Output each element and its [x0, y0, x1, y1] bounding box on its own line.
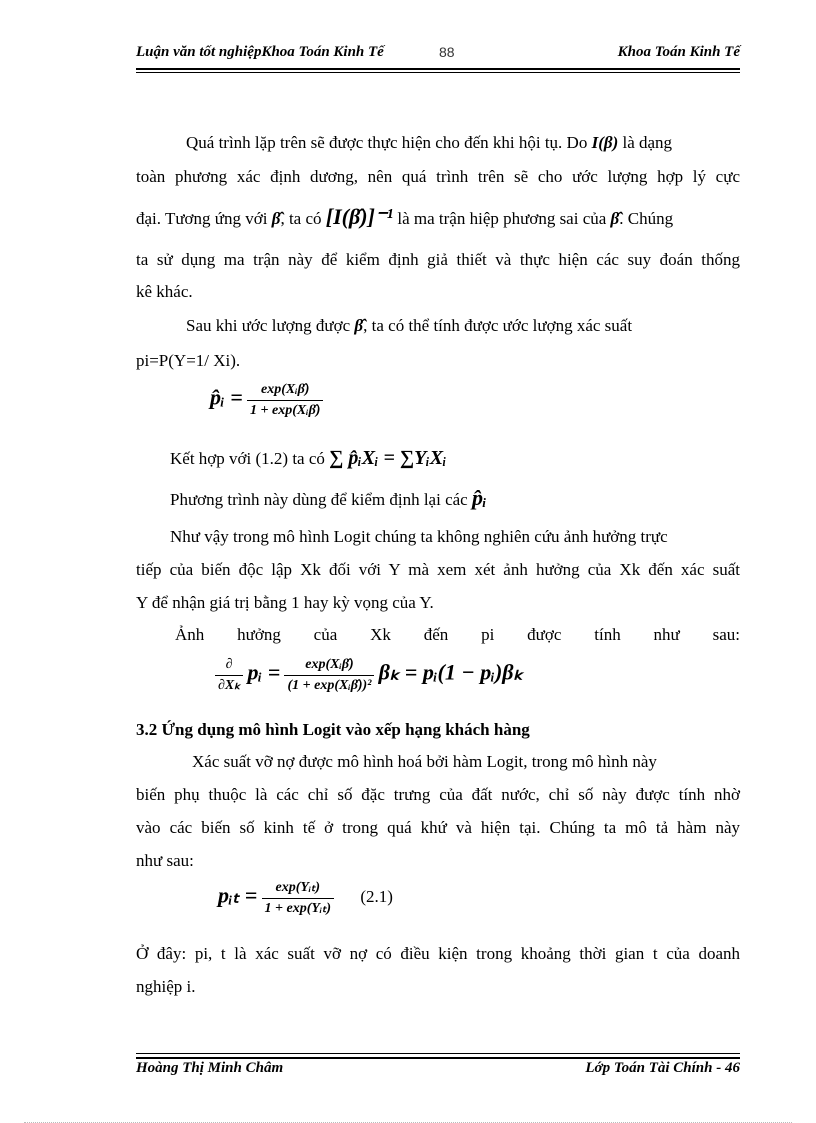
text: là ma trận hiệp phương sai của	[397, 209, 607, 228]
footer-rule	[136, 1053, 740, 1059]
formula-p-it	[218, 878, 393, 919]
p3	[170, 448, 447, 469]
partial-numerator: ∂	[215, 655, 243, 676]
partial-denominator: ∂Xₖ	[218, 678, 241, 693]
p7-line4: như sau:	[136, 851, 194, 870]
p1-line4: ta sử dụng ma trận này để kiểm định giả thiết và thực hiện các suy đoán thống	[136, 250, 740, 269]
text: , ta có thể tính được ước lượng xác suất	[363, 316, 633, 335]
equation-label: (2.1)	[360, 887, 393, 907]
text: . Chúng	[619, 209, 674, 228]
p2-line1	[186, 316, 740, 336]
formula-info: I(β)	[591, 133, 619, 152]
formula-inverse-info: [I(β̂)]⁻¹	[325, 204, 394, 229]
fraction-denominator: 1 + exp(Yᵢₜ)	[264, 901, 332, 916]
formula-fraction	[262, 878, 335, 919]
footer-left: Hoàng Thị Minh Châm	[136, 1060, 284, 1076]
footer-right: Lớp Toán Tài Chính - 46	[585, 1060, 740, 1076]
formula-rhs: βₖ = pᵢ(1 − pᵢ)βₖ	[378, 659, 523, 685]
p8-line2: nghiệp i.	[136, 977, 196, 996]
p6: Ảnh hưởng của Xk đến pi được tính như sau:	[175, 625, 740, 644]
text: đại. Tương ứng với	[136, 209, 268, 228]
p4	[170, 485, 487, 510]
formula-p: pᵢ =	[247, 659, 281, 685]
header-rule	[136, 68, 740, 73]
formula-lhs: p̂ᵢ =	[210, 384, 243, 410]
p1-line5: kê khác.	[136, 282, 193, 301]
header-right: Khoa Toán Kinh Tế	[617, 44, 740, 60]
fraction-numerator: exp(Xᵢβ̂)	[247, 380, 323, 401]
formula-p-hat-i: p̂ᵢ	[471, 485, 487, 510]
p7-line3: vào các biến số kinh tế ở trong quá khứ và hiện tại. Chúng ta mô tả hàm này	[136, 818, 740, 837]
formula-partial	[215, 655, 243, 696]
text: , ta có	[280, 209, 322, 228]
formula-beta-hat: β̂	[610, 209, 620, 228]
p1-line3	[136, 204, 674, 229]
section-heading: 3.2 Ứng dụng mô hình Logit vào xếp hạng khách hàng	[136, 720, 530, 739]
formula-beta-hat: β̂	[354, 316, 364, 335]
formula-fraction	[247, 380, 323, 421]
formula-beta-hat: β̂	[271, 209, 281, 228]
formula-lhs: pᵢₜ =	[218, 882, 258, 908]
page-header	[136, 44, 740, 70]
fraction-denominator: 1 + exp(Xᵢβ̂)	[250, 403, 321, 418]
p5-line3: Y để nhận giá trị bằng 1 hay kỳ vọng của Y.	[136, 593, 434, 612]
fraction-numerator: exp(Yᵢₜ)	[262, 878, 335, 899]
header-left: Luận văn tốt nghiệpKhoa Toán Kinh Tế	[136, 44, 384, 60]
text: Sau khi ước lượng được	[186, 316, 351, 335]
p1-line1	[186, 133, 672, 153]
text: là dạng	[622, 133, 673, 152]
p5-line2: tiếp của biến độc lập Xk đối với Y mà xem xét ảnh hưởng của Xk đến xác suất	[136, 560, 740, 579]
p1-line2: toàn phương xác định dương, nên quá trình trên sẽ cho ước lượng hợp lý cực	[136, 167, 740, 186]
page-footer	[136, 1060, 740, 1077]
fraction-numerator: exp(Xᵢβ̂)	[284, 655, 374, 676]
p7-line1: Xác suất vỡ nợ được mô hình hoá bởi hàm Logit, trong mô hình này	[192, 752, 657, 771]
formula-derivative	[215, 655, 523, 696]
text: Kết hợp với (1.2) ta có	[170, 449, 325, 468]
text: Phương trình này dùng để kiểm định lại các	[170, 490, 468, 509]
fraction-denominator: (1 + exp(Xᵢβ̂))²	[287, 678, 372, 693]
formula-p-hat	[210, 380, 323, 421]
p2-line2: pi=P(Y=1/ Xi).	[136, 351, 241, 370]
p5-line1: Như vậy trong mô hình Logit chúng ta không nghiên cứu ảnh hưởng trực	[170, 527, 668, 546]
header-page-number: 88	[439, 44, 455, 60]
formula-fraction	[284, 655, 374, 696]
formula-sum: ∑ p̂ᵢXᵢ = ∑YᵢXᵢ	[329, 447, 447, 469]
p7-line2: biến phụ thuộc là các chỉ số đặc trưng của đất nước, chỉ số này được tính nhờ	[136, 785, 740, 804]
p8-line1: Ở đây: pi, t là xác suất vỡ nợ có điều kiện trong khoảng thời gian t của doanh	[136, 944, 740, 963]
text: Quá trình lặp trên sẽ được thực hiện cho đến khi hội tụ. Do	[186, 133, 588, 152]
